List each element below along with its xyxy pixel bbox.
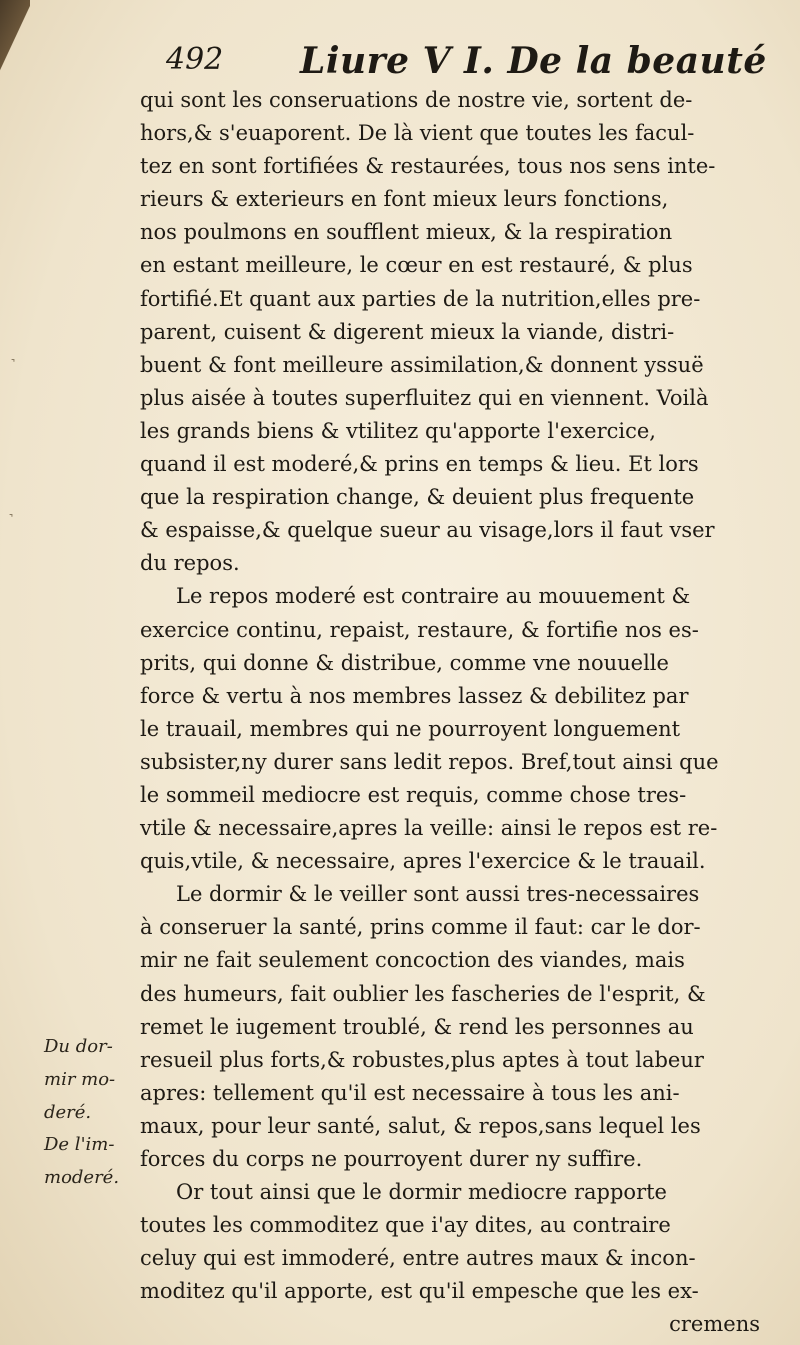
text-line: parent, cuisent & digerent mieux la viande, distri-: [140, 319, 675, 344]
text-line: les grands biens & vtilitez qu'apporte l'exercice,: [140, 418, 656, 443]
text-line: mir ne fait seulement concoction des viandes, mais: [140, 948, 685, 973]
text-line: des humeurs, fait oublier les fascheries de l'esprit, &: [140, 981, 706, 1006]
text-line: fortifié.Et quant aux parties de la nutrition,elles pre-: [140, 286, 701, 311]
text-line: forces du corps ne pourroyent durer ny suffire.: [140, 1147, 643, 1171]
text-line: maux, pour leur santé, salut, & repos,sans lequel les: [140, 1113, 701, 1138]
ink-mark: ˺: [10, 355, 16, 376]
text-line: rieurs & exterieurs en font mieux leurs fonctions,: [140, 187, 669, 212]
text-line: Le dormir & le veiller sont aussi tres-necessaires: [176, 882, 700, 907]
text-line: & espaisse,& quelque sueur au visage,lors il faut vser: [140, 518, 715, 543]
text-line: remet le iugement troublé, & rend les personnes au: [140, 1014, 694, 1039]
text-line: le sommeil mediocre est requis, comme chose tres-: [140, 782, 687, 807]
text-line: que la respiration change, & deuient plus frequente: [140, 485, 695, 510]
text-line: à conseruer la santé, prins comme il faut: car le dor-: [140, 915, 701, 940]
margin-note-immodere: [44, 1128, 140, 1194]
text-line: moditez qu'il apporte, est qu'il empesche que les ex-: [140, 1279, 699, 1304]
text-line: force & vertu à nos membres lassez & debilitez par: [140, 683, 689, 708]
margin-note-line: moderé.: [44, 1167, 120, 1188]
paragraph-1: [140, 84, 760, 580]
text-line: prits, qui donne & distribue, comme vne nouuelle: [140, 650, 669, 675]
paragraph-2: [140, 580, 760, 878]
paragraph-3: [140, 878, 760, 1176]
text-line: vtile & necessaire,apres la veille: ainsi le repos est re-: [140, 816, 718, 841]
margin-note-line: mir mo-: [44, 1069, 116, 1090]
text-line: quis,vtile, & necessaire, apres l'exercice & le trauail.: [140, 849, 706, 874]
text-line: Le repos moderé est contraire au mouuement &: [176, 584, 691, 609]
margin-note-line: De l'im-: [44, 1134, 115, 1155]
margin-note-line: Du dor-: [44, 1036, 113, 1057]
catchword: cremens: [669, 1312, 760, 1337]
ink-mark: ˺: [8, 510, 14, 531]
text-line: tez en sont fortifiées & restaurées, tous nos sens inte-: [140, 154, 716, 179]
text-line: hors,& s'euaporent. De là vient que toutes les facul-: [140, 121, 695, 146]
page-number: 492: [166, 42, 224, 77]
text-line: apres: tellement qu'il est necessaire à tous les ani-: [140, 1080, 680, 1105]
text-line: du repos.: [140, 551, 240, 576]
text-line: Or tout ainsi que le dormir mediocre rapporte: [176, 1180, 667, 1205]
text-line: exercice continu, repaist, restaure, & fortifie nos es-: [140, 617, 699, 642]
text-line: celuy qui est immoderé, entre autres maux & incon-: [140, 1246, 696, 1271]
page-header: [0, 40, 800, 84]
margin-note-dormir: [44, 1030, 140, 1129]
text-line: plus aisée à toutes superfluitez qui en viennent. Voilà: [140, 385, 709, 410]
text-line: en estant meilleure, le cœur en est restauré, & plus: [140, 253, 693, 278]
text-line: le trauail, membres qui ne pourroyent longuement: [140, 716, 681, 741]
paragraph-4: [140, 1176, 760, 1308]
text-line: resueil plus forts,& robustes,plus aptes à tout labeur: [140, 1047, 704, 1072]
text-line: quand il est moderé,& prins en temps & lieu. Et lors: [140, 452, 699, 477]
text-line: buent & font meilleure assimilation,& donnent yssuë: [140, 352, 704, 377]
main-text: [140, 84, 760, 1342]
margin-note-line: deré.: [44, 1102, 92, 1123]
text-line: nos poulmons en soufflent mieux, & la respiration: [140, 220, 673, 245]
text-line: toutes les commoditez que i'ay dites, au contraire: [140, 1213, 671, 1238]
text-line: subsister,ny durer sans ledit repos. Bref,tout ainsi que: [140, 749, 719, 774]
text-line: qui sont les conseruations de nostre vie, sortent de-: [140, 88, 693, 112]
running-title: Liure V I. De la beauté: [300, 40, 767, 82]
